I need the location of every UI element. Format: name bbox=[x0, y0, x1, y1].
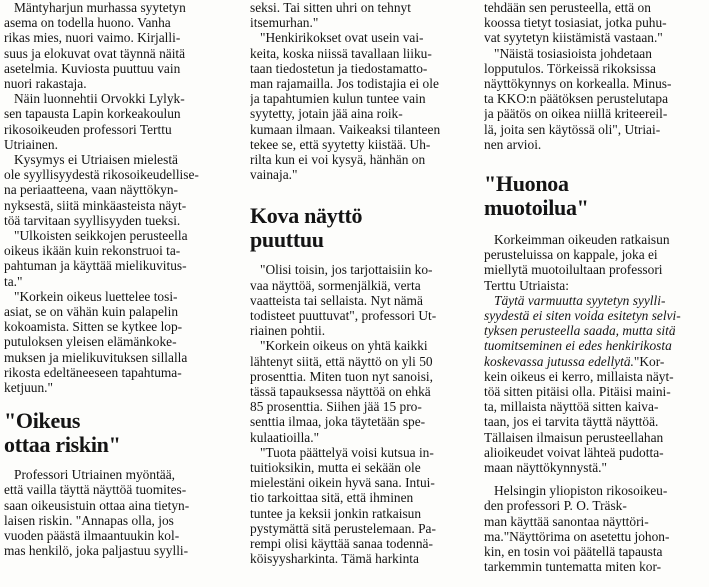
column-1 bbox=[4, 0, 230, 559]
paragraph: "Olisi toisin, jos tarjottaisiin ko- vaa näyttöä, sormenjälkiä, verta vaatteista tai sellaista. Nyt nämä todisteet puuttuvat", professori Ut- riainen pohtii. bbox=[250, 262, 437, 339]
paragraph: tehdään sen perusteella, että on koossa tietyt tosiasiat, jotka puhu- vat syytetyn kiistämistä vastaan." bbox=[484, 0, 667, 46]
quote-commentary: "Kor- kein oikeus ei kerro, millaista näyt- töä sitten pitäisi olla. Pitäisi maini- ta, millaista näyttöä sitten kaiva- taan, jos ei tarvita täyttä näyttöä. Tällaisen ilmaisun perusteellahan alioikeudet voivat lähteä pudotta- maan näyttökynnystä." bbox=[484, 353, 674, 476]
paragraph: "Tuota päättelyä voisi kutsua in- tuitioksikin, mutta ei sekään ole mielestäni oikein hyvä sana. Intui- tio tarkoittaa sitä, että ihminen tuntee ja keksii jonkin ratkaisun pystymättä sitä perustelemaan. Pa- rempi olisi käyttää sanaa todennä- köisyysharkinta. Tämä harkinta bbox=[250, 444, 436, 567]
subheading-oikeus-ottaa-riskin: "Oikeus ottaa riskin" bbox=[4, 408, 121, 458]
subheading-huonoa-muotoilua: "Huonoa muotoilua" bbox=[484, 171, 589, 221]
paragraph: Mäntyharjun murhassa syytetyn asema on todella huono. Vanha rikas mies, nuori vaimo. Kirjalli- suus ja elokuvat ovat täynnä näitä asetelmia. Kuviosta puuttuu vain nuori rakastaja. bbox=[4, 0, 186, 92]
paragraph: Kysymys ei Utriaisen mielestä ole syyllisyydestä rikosoikeudellise- na periaatteena, vaan näyttökyn- nyksestä, siitä minkäasteista näyt- töä tarvitaan syyllisyyden tueksi. bbox=[4, 152, 199, 228]
column-3 bbox=[484, 0, 706, 575]
paragraph: "Henkirikokset ovat usein vai- keita, koska niissä tavallaan liiku- taan tiedostetun ja tiedostamatto- man rajamailla. Jos todistajia ei ole ja tapahtumien kulun tuntee vain syytetty, jotain jää aina roik- kumaan ilmaan. Vaikeaksi tilanteen tekee se, että syytetty kiistää. Uh- rilta kun ei voi kysyä, hänhän on vainaja." bbox=[250, 30, 441, 183]
paragraph-quote bbox=[484, 293, 706, 475]
paragraph: seksi. Tai sitten uhri on tehnyt itsemurhan." bbox=[250, 0, 411, 31]
paragraph: "Ulkoisten seikkojen perusteella oikeus ikään kuin rekonstruoi ta- pahtuman ja käyttää mielikuvitus- ta." bbox=[4, 228, 188, 289]
subheading-kova-naytto-puuttuu: Kova näyttö puuttuu bbox=[250, 203, 363, 253]
paragraph: "Korkein oikeus luettelee tosi- asiat, se on vähän kuin palapelin kokoamista. Sitten se kytkee lop- putuloksen yleisen elämänkoke- muksen ja mielikuvituksen sillalla rikosta edeltäneeseen tapahtuma- ketjuun." bbox=[4, 288, 188, 396]
court-quote-italic: Täytä varmuutta syytetyn syylli- syydestä ei siten voida esitetyn selvi- tyksen perusteella saada, mutta sitä tuomitseminen ei edes henkirikosta koskevassa jutussa edellytä. bbox=[484, 292, 681, 369]
paragraph: Helsingin yliopiston rikosoikeu- den professori P. O. Träsk- man käyttää sanontaa näyttöri- ma."Näyttörima on asetettu johon- kin, en tosin voi päätellä tapausta tarkemmin tuntematta miten kor- bbox=[484, 483, 670, 575]
paragraph: Näin luonnehtii Orvokki Lylyk- sen tapausta Lapin korkeakoulun rikosoikeuden professori Terttu Utriainen. bbox=[4, 91, 185, 152]
paragraph: Korkeimman oikeuden ratkaisun perusteluissa on kappale, joka ei miellytä muotoilultaan professori Terttu Utriaista: bbox=[484, 232, 670, 293]
column-2 bbox=[250, 0, 475, 567]
paragraph: "Näistä tosiasioista johdetaan lopputulos. Törkeissä rikoksissa näyttökynnys on korkealla. Minus- ta KKO:n päätöksen perustelutapa ja päätös on oikea niillä kriteereil- lä, joita sen käytössä oli", Utriai- nen arvioi. bbox=[484, 45, 672, 152]
paragraph: "Korkein oikeus on yhtä kaikki lähtenyt siitä, että näyttö on yli 50 prosenttia. Miten tuon nyt sanoisi, tässä tapauksessa näyttöä on ehkä 85 prosenttia. Siihen jää 15 pro- senttia ilmaa, joka täytetään spe- kulaatioilla." bbox=[250, 338, 433, 445]
paragraph: Professori Utriainen myöntää, että vailla täyttä näyttöä tuomites- saan oikeusistuin ottaa aina tietyn- laisen riskin. "Annapas olla, jos vuoden päästä ilmaantuukin kol- mas henkilö, joka paljastuu syylli- bbox=[4, 467, 190, 559]
